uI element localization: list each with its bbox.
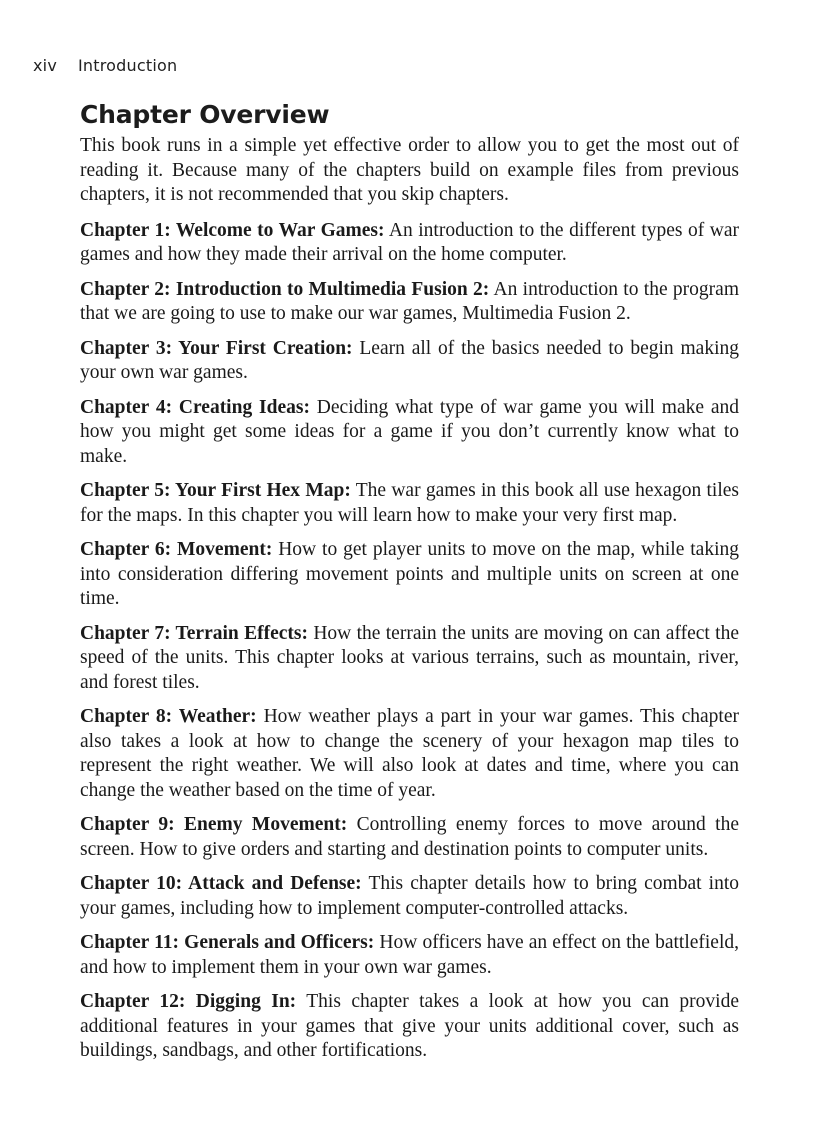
chapter-entry [80,219,739,268]
chapter-label: Chapter 10: Attack and Defense: [80,873,362,894]
chapter-label: Chapter 1: Welcome to War Games: [80,219,385,241]
chapter-entry [80,278,739,327]
chapter-description: This chapter details how to bring combat into your games, including how to implement computer-controlled attacks. [80,873,739,919]
chapter-label: Chapter 9: Enemy Movement: [80,814,348,835]
running-head-title: Introduction [78,56,178,75]
chapter-label: Chapter 2: Introduction to Multimedia Fusion 2: [80,278,490,300]
chapter-description: This chapter takes a look at how you can provide additional features in your games that give your units additional cover, such as buildings, sandbags, and other fortifications. [80,991,739,1061]
chapter-label: Chapter 6: Movement: [80,539,273,560]
chapter-label: Chapter 5: Your First Hex Map: [80,480,351,501]
chapter-description: Deciding what type of war game you will make and how you might get some ideas for a game if you don’t currently know what to make. [80,396,739,467]
page-content [80,100,739,1074]
chapter-entry [80,479,739,528]
chapter-label: Chapter 7: Terrain Effects: [80,622,308,644]
chapter-description: How officers have an effect on the battlefield, and how to implement them in your own war games. [80,932,739,978]
chapter-entry [80,931,739,980]
chapter-entry [80,396,739,470]
chapter-description: An introduction to the different types of war games and how they made their arrival on the home computer. [80,219,739,265]
chapter-entry [80,990,739,1064]
running-head [33,56,177,75]
chapter-description: Learn all of the basics needed to begin making your own war games. [80,337,740,383]
page-number: xiv [33,56,57,75]
chapter-description: How weather plays a part in your war games. This chapter also takes a look at how to change the scenery of your hexagon map tiles to represent the right weather. We will also look at dates and time, where you can change the weather based on the time of year. [80,706,739,801]
chapter-label: Chapter 11: Generals and Officers: [80,932,375,953]
chapter-entry [80,872,739,921]
chapter-label: Chapter 8: Weather: [80,706,257,727]
intro-paragraph: This book runs in a simple yet effective order to allow you to get the most out of reading it. Because many of the chapters build on example files from previous chapters, it is not recommended that you skip chapters. [80,135,739,205]
chapter-description: An introduction to the program that we are going to use to make our war games, Multimedia Fusion 2. [80,278,739,324]
chapter-entry [80,813,739,862]
chapter-description: The war games in this book all use hexagon tiles for the maps. In this chapter you will learn how to make your very first map. [80,480,739,526]
section-heading: Chapter Overview [80,100,330,129]
chapter-description: How to get player units to move on the map, while taking into consideration differing movement points and multiple units on screen at one time. [80,539,739,609]
chapter-description: Controlling enemy forces to move around the screen. How to give orders and starting and destination points to computer units. [80,814,740,860]
chapter-entry [80,705,739,803]
chapter-label: Chapter 4: Creating Ideas: [80,396,310,418]
chapter-label: Chapter 3: Your First Creation: [80,337,353,359]
chapter-label: Chapter 12: Digging In: [80,991,297,1012]
chapter-entry [80,538,739,612]
chapter-entry [80,622,739,696]
chapter-entry [80,337,739,386]
chapter-description: How the terrain the units are moving on can affect the speed of the units. This chapter looks at various terrains, such as mountain, river, and forest tiles. [80,622,739,693]
